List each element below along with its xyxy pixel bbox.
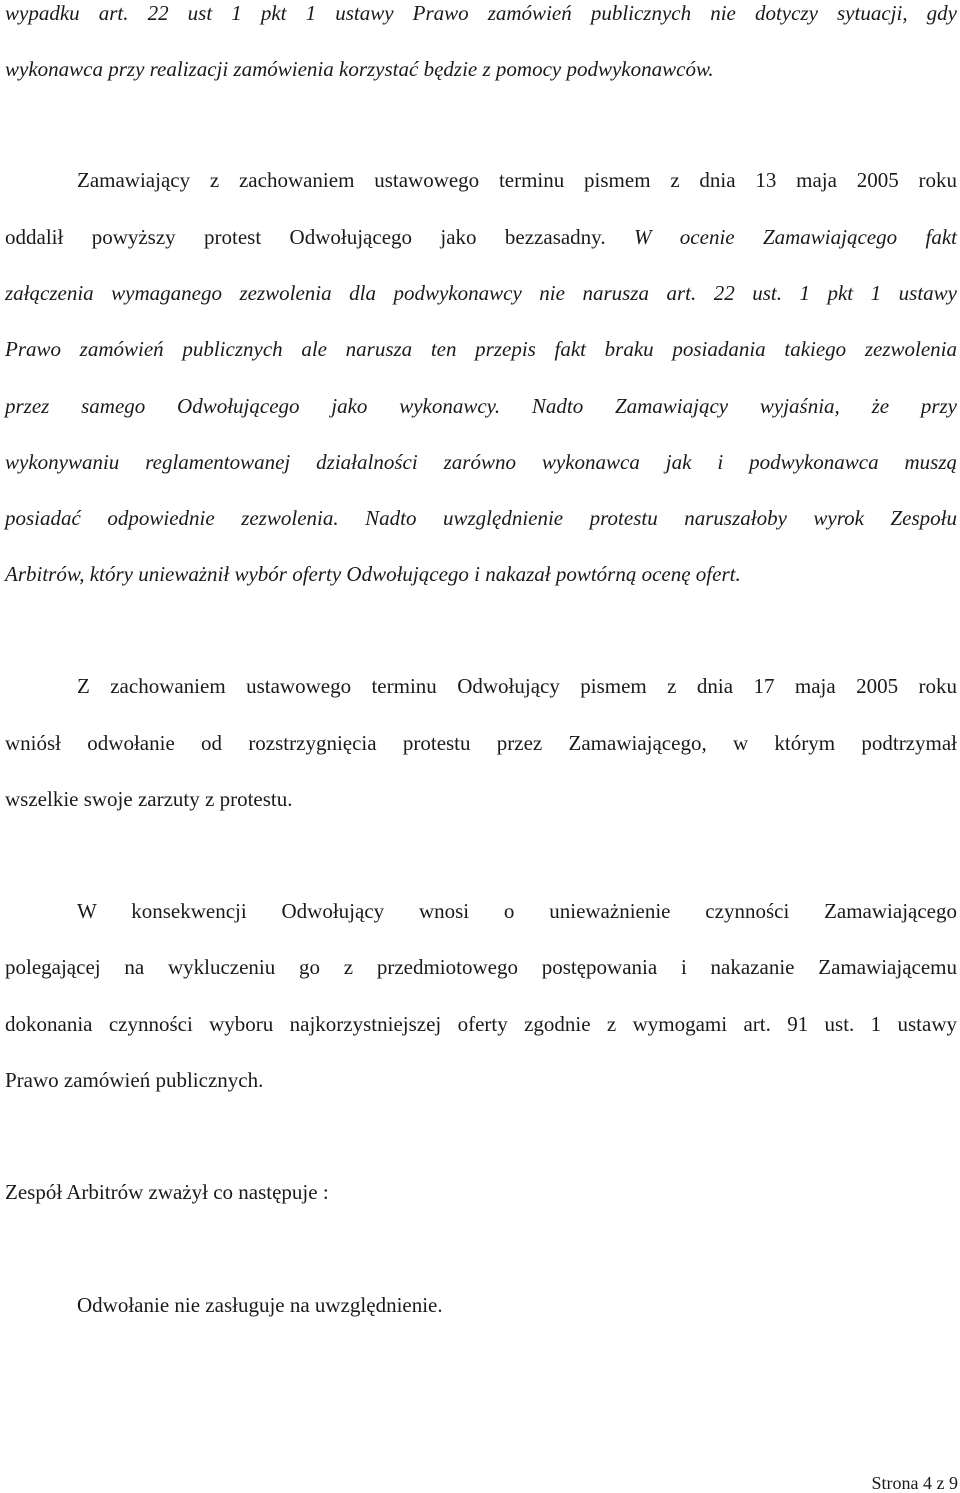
paragraph-line <box>5 57 957 81</box>
paragraph-line <box>5 1068 957 1092</box>
text-segment: wykonawca przy realizacji zamówienia korzystać będzie z pomocy podwykonawców. <box>5 57 714 81</box>
text-segment: oddalił powyższy protest Odwołującego jako bezzasadny. <box>5 225 634 249</box>
text-segment: dokonania czynności wyboru najkorzystniejszej oferty zgodnie z wymogami art. 91 ust. 1 ustawy <box>5 1012 957 1036</box>
text-segment: Prawo zamówień publicznych ale narusza ten przepis fakt braku posiadania takiego zezwolenia <box>5 337 957 361</box>
paragraph-line <box>5 450 957 474</box>
paragraph-line <box>5 394 957 418</box>
paragraph-line <box>5 787 957 811</box>
text-segment: W konsekwencji Odwołujący wnosi o unieważnienie czynności Zamawiającego <box>77 899 957 923</box>
text-segment: wypadku art. 22 ust 1 pkt 1 ustawy Prawo zamówień publicznych nie dotyczy sytuacji, gdy <box>5 1 957 25</box>
text-segment: posiadać odpowiednie zezwolenia. Nadto uwzględnienie protestu naruszałoby wyrok Zespołu <box>5 506 957 530</box>
paragraph-line <box>77 674 957 698</box>
text-segment: przez samego Odwołującego jako wykonawcy. Nadto Zamawiający wyjaśnia, że przy <box>5 394 957 418</box>
text-segment: wniósł odwołanie od rozstrzygnięcia protestu przez Zamawiającego, w którym podtrzymał <box>5 731 957 755</box>
text-segment: Zamawiający z zachowaniem ustawowego terminu pismem z dnia 13 maja 2005 roku <box>77 168 957 192</box>
text-segment: wszelkie swoje zarzuty z protestu. <box>5 787 293 811</box>
paragraph-line <box>5 506 957 530</box>
text-segment: polegającej na wykluczeniu go z przedmiotowego postępowania i nakazanie Zamawiającemu <box>5 955 957 979</box>
paragraph-line <box>5 1 957 25</box>
paragraph-line <box>5 337 957 361</box>
text-segment: Z zachowaniem ustawowego terminu Odwołujący pismem z dnia 17 maja 2005 roku <box>77 674 957 698</box>
text-segment: Arbitrów, który unieważnił wybór oferty Odwołującego i nakazał powtórną ocenę ofert. <box>5 562 741 586</box>
section-heading <box>5 1180 957 1204</box>
paragraph-line <box>77 899 957 923</box>
paragraph-line <box>5 562 957 586</box>
paragraph-line <box>5 281 957 305</box>
paragraph-line <box>5 1012 957 1036</box>
text-segment: wykonywaniu reglamentowanej działalności zarówno wykonawca jak i podwykonawca muszą <box>5 450 957 474</box>
paragraph-line <box>77 168 957 192</box>
paragraph-line <box>5 225 957 249</box>
page-number: Strona 4 z 9 <box>871 1473 958 1493</box>
paragraph-line <box>5 731 957 755</box>
text-segment: Zespół Arbitrów zważył co następuje : <box>5 1180 329 1204</box>
text-segment: załączenia wymaganego zezwolenia dla podwykonawcy nie narusza art. 22 ust. 1 pkt 1 ustawy <box>5 281 957 305</box>
paragraph-line <box>5 955 957 979</box>
text-segment: Odwołanie nie zasługuje na uwzględnienie. <box>77 1293 443 1317</box>
text-segment: Prawo zamówień publicznych. <box>5 1068 264 1092</box>
text-segment: W ocenie Zamawiającego fakt <box>633 225 957 249</box>
paragraph-line <box>77 1293 957 1317</box>
